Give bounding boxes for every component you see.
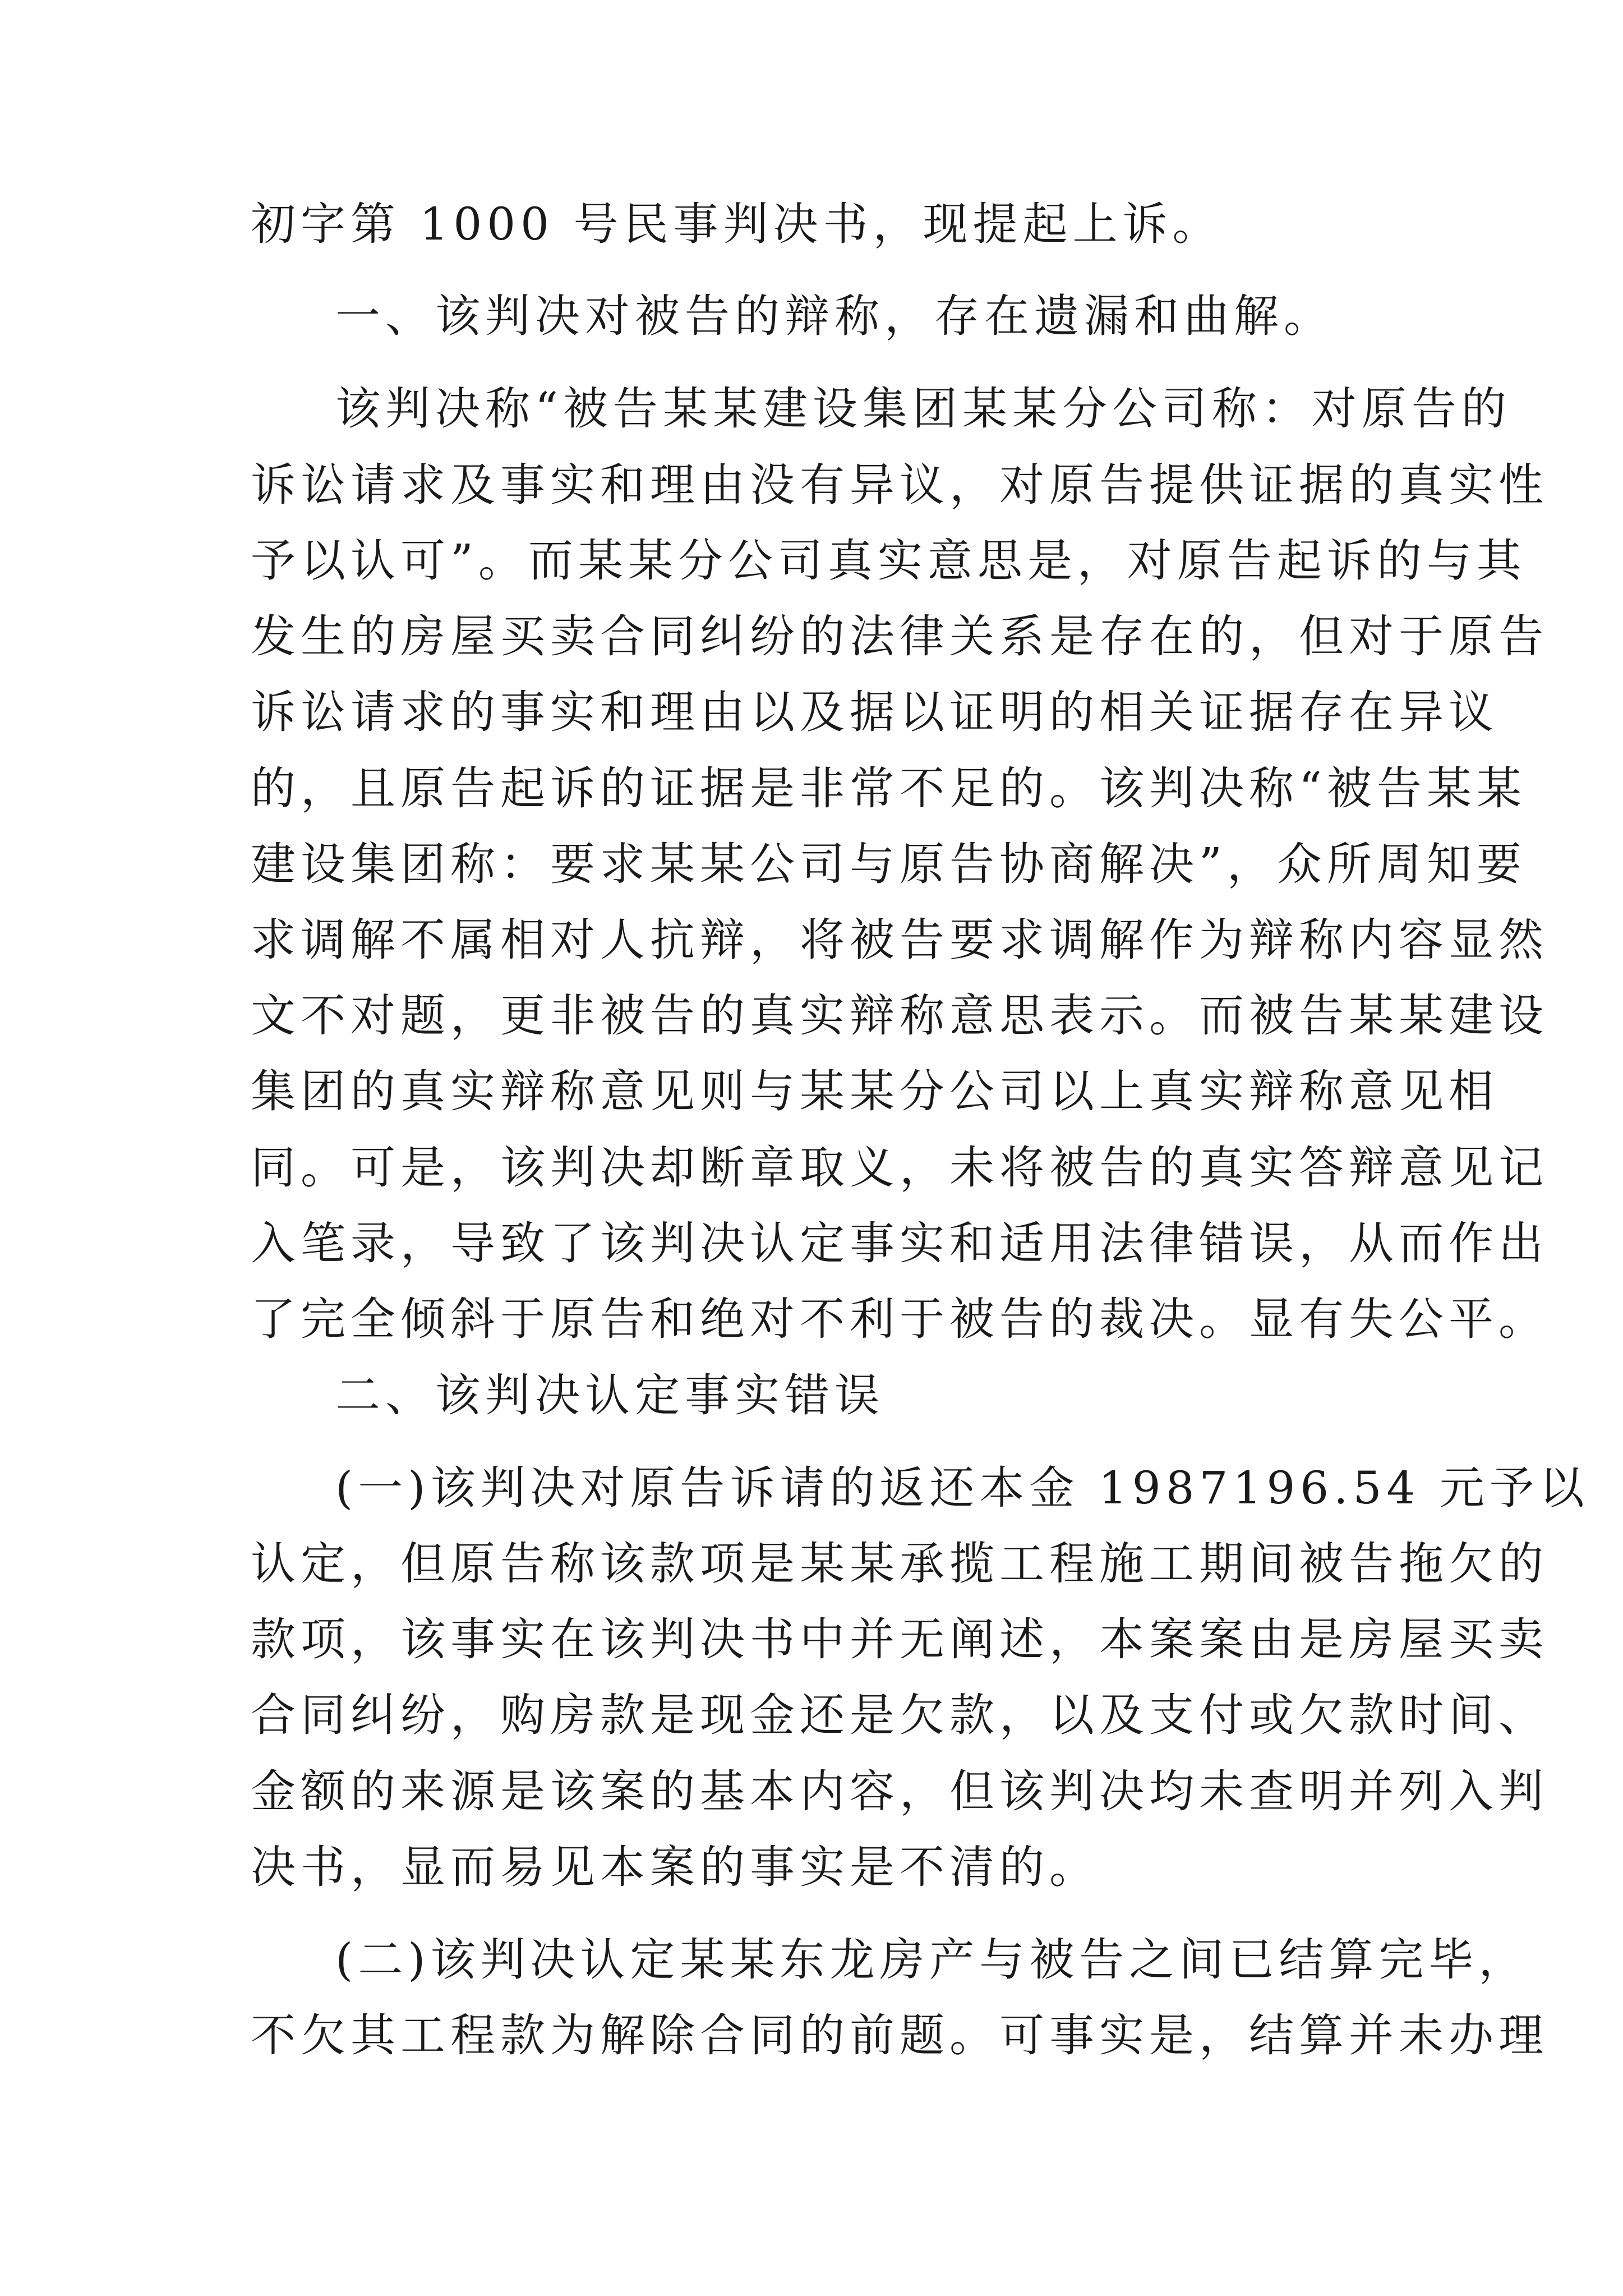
text-line: 一、该判决对被告的辩称，存在遗漏和曲解。 bbox=[335, 290, 1334, 342]
text-line: 诉讼请求及事实和理由没有异议，对原告提供证据的真实性 bbox=[251, 459, 1548, 511]
text-line: 了完全倾斜于原告和绝对不利于被告的裁决。显有失公平。 bbox=[251, 1293, 1548, 1345]
text-line: 求调解不属相对人抗辩，将被告要求调解作为辩称内容显然 bbox=[251, 914, 1548, 966]
text-line: 初字第 1000 号民事判决书，现提起上诉。 bbox=[251, 198, 1223, 250]
text-line: 集团的真实辩称意见则与某某分公司以上真实辩称意见相 bbox=[251, 1065, 1498, 1117]
text-line: 的，且原告起诉的证据是非常不足的。该判决称“被告某某 bbox=[251, 762, 1527, 815]
text-line: 决书，显而易见本案的事实是不清的。 bbox=[251, 1841, 1099, 1893]
text-line: 不欠其工程款为解除合同的前题。可事实是，结算并未办理 bbox=[251, 2009, 1548, 2062]
text-line: 文不对题，更非被告的真实辩称意思表示。而被告某某建设 bbox=[251, 990, 1548, 1042]
text-line: (一)该判决对原告诉请的返还本金 1987196.54 元予以 bbox=[335, 1462, 1589, 1514]
text-line: 入笔录，导致了该判决认定事实和适用法律错误，从而作出 bbox=[251, 1217, 1548, 1269]
text-line: 款项，该事实在该判决书中并无阐述，本案案由是房屋买卖 bbox=[251, 1613, 1548, 1665]
text-line: 认定，但原告称该款项是某某承揽工程施工期间被告拖欠的 bbox=[251, 1538, 1548, 1590]
text-line: 予以认可”。而某某分公司真实意思是，对原告起诉的与其 bbox=[251, 535, 1527, 587]
text-line: 建设集团称：要求某某公司与原告协商解决”，众所周知要 bbox=[251, 838, 1527, 890]
text-line: 金额的来源是该案的基本内容，但该判决均未查明并列入判 bbox=[251, 1765, 1548, 1818]
text-line: 合同纠纷，购房款是现金还是欠款，以及支付或欠款时间、 bbox=[251, 1689, 1548, 1741]
text-line: 发生的房屋买卖合同纠纷的法律关系是存在的，但对于原告 bbox=[251, 610, 1548, 662]
text-line: 同。可是，该判决却断章取义，未将被告的真实答辩意见记 bbox=[251, 1142, 1548, 1194]
text-line: 诉讼请求的事实和理由以及据以证明的相关证据存在异议 bbox=[251, 686, 1498, 738]
text-line: 该判决称“被告某某建设集团某某分公司称：对原告的 bbox=[335, 383, 1511, 435]
text-line: (二)该判决认定某某东龙房产与被告之间已结算完毕， bbox=[335, 1934, 1529, 1986]
text-line: 二、该判决认定事实错误 bbox=[335, 1369, 884, 1421]
